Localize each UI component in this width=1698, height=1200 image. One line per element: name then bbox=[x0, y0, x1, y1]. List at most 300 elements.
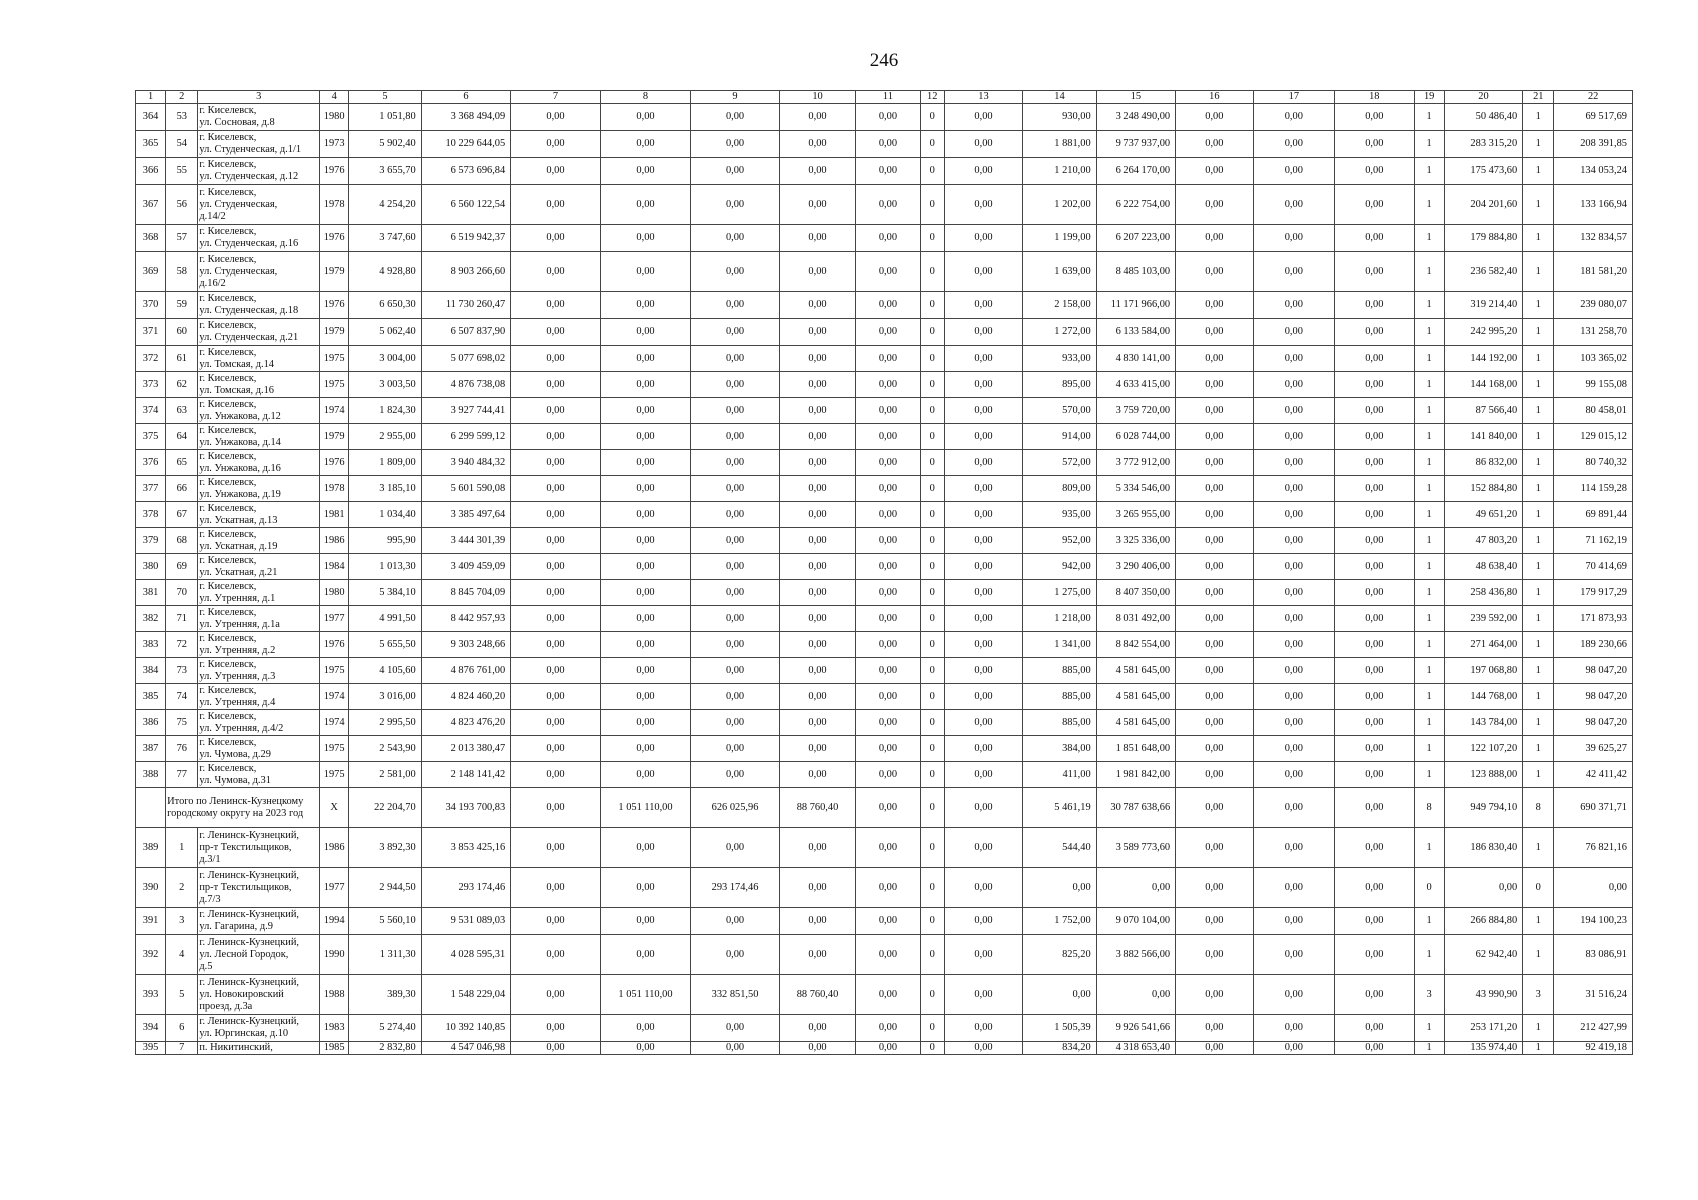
table-cell: 61 bbox=[166, 346, 198, 372]
table-cell: 0 bbox=[920, 1015, 944, 1042]
table-cell: 1 bbox=[1414, 935, 1444, 975]
column-number-cell: 2 bbox=[166, 91, 198, 104]
address-cell: г. Ленинск-Кузнецкий, ул. Новокировский проезд, д.3а bbox=[198, 975, 320, 1015]
table-row bbox=[136, 398, 1633, 424]
table-cell: 1 051,80 bbox=[349, 104, 421, 131]
table-cell: 0,00 bbox=[856, 580, 920, 606]
table-cell: 4 928,80 bbox=[349, 252, 421, 292]
table-cell: 0,00 bbox=[600, 372, 691, 398]
table-cell: 1 bbox=[1523, 1042, 1554, 1055]
table-cell: 3 016,00 bbox=[349, 684, 421, 710]
table-cell: 2 543,90 bbox=[349, 736, 421, 762]
table-cell: 83 086,91 bbox=[1554, 935, 1633, 975]
table-cell: 1973 bbox=[320, 131, 349, 158]
table-cell: 258 436,80 bbox=[1444, 580, 1522, 606]
table-cell: 0 bbox=[920, 975, 944, 1015]
table-row bbox=[136, 684, 1633, 710]
table-cell: 0,00 bbox=[779, 828, 855, 868]
table-cell: 0 bbox=[920, 788, 944, 828]
table-cell: 0,00 bbox=[600, 632, 691, 658]
table-cell: 0,00 bbox=[511, 828, 601, 868]
table-cell: 384 bbox=[136, 658, 166, 684]
table-cell: 0 bbox=[920, 632, 944, 658]
table-cell: 0,00 bbox=[691, 828, 780, 868]
table-cell: 0,00 bbox=[944, 1042, 1022, 1055]
table-cell: 6 299 599,12 bbox=[421, 424, 511, 450]
table-cell: 0,00 bbox=[1176, 346, 1253, 372]
table-cell: 0,00 bbox=[600, 292, 691, 319]
table-cell: 3 772 912,00 bbox=[1096, 450, 1175, 476]
table-cell: 952,00 bbox=[1023, 528, 1096, 554]
table-cell: 4 547 046,98 bbox=[421, 1042, 511, 1055]
table-cell: 74 bbox=[166, 684, 198, 710]
table-cell: 1976 bbox=[320, 225, 349, 252]
table-cell: 1 bbox=[1523, 710, 1554, 736]
table-cell: 68 bbox=[166, 528, 198, 554]
table-cell: 389,30 bbox=[349, 975, 421, 1015]
table-cell: 0,00 bbox=[856, 908, 920, 935]
table-cell: 0,00 bbox=[1253, 528, 1334, 554]
table-cell: 372 bbox=[136, 346, 166, 372]
table-cell: 1 bbox=[1414, 710, 1444, 736]
column-number-cell: 14 bbox=[1023, 91, 1096, 104]
address-cell: г. Киселевск, ул. Томская, д.14 bbox=[198, 346, 320, 372]
column-number-cell: 10 bbox=[779, 91, 855, 104]
table-cell: 0 bbox=[920, 828, 944, 868]
table-cell: 380 bbox=[136, 554, 166, 580]
table-cell: 3 368 494,09 bbox=[421, 104, 511, 131]
table-cell: 0 bbox=[920, 736, 944, 762]
table-cell: 1 bbox=[1523, 450, 1554, 476]
table-cell: 271 464,00 bbox=[1444, 632, 1522, 658]
table-cell: 1 051 110,00 bbox=[600, 788, 691, 828]
table-cell: 212 427,99 bbox=[1554, 1015, 1633, 1042]
table-cell: 1 bbox=[1414, 1015, 1444, 1042]
table-cell: 0 bbox=[920, 908, 944, 935]
table-cell: 0,00 bbox=[1253, 684, 1334, 710]
table-cell: 0,00 bbox=[1176, 935, 1253, 975]
table-cell: 0,00 bbox=[1176, 1042, 1253, 1055]
table-cell: 6 222 754,00 bbox=[1096, 185, 1175, 225]
table-cell: 0,00 bbox=[691, 502, 780, 528]
table-cell: 1 bbox=[1414, 424, 1444, 450]
table-cell: 0,00 bbox=[856, 868, 920, 908]
table-cell: 4 254,20 bbox=[349, 185, 421, 225]
table-row bbox=[136, 828, 1633, 868]
table-cell: 80 740,32 bbox=[1554, 450, 1633, 476]
table-cell: 129 015,12 bbox=[1554, 424, 1633, 450]
table-cell: 1 013,30 bbox=[349, 554, 421, 580]
table-cell: 0,00 bbox=[1253, 319, 1334, 346]
table-cell: 1981 bbox=[320, 502, 349, 528]
table-cell: 0,00 bbox=[511, 185, 601, 225]
table-cell: 0 bbox=[920, 252, 944, 292]
table-cell: 2 581,00 bbox=[349, 762, 421, 788]
table-cell: 1 bbox=[1523, 606, 1554, 632]
table-cell: 0,00 bbox=[779, 158, 855, 185]
table-cell: 0,00 bbox=[511, 935, 601, 975]
table-cell: 5 655,50 bbox=[349, 632, 421, 658]
table-cell: 0,00 bbox=[691, 398, 780, 424]
table-cell: 0,00 bbox=[1253, 1042, 1334, 1055]
total-row bbox=[136, 788, 1633, 828]
table-cell: 0,00 bbox=[600, 935, 691, 975]
column-number-cell: 3 bbox=[198, 91, 320, 104]
table-cell: 70 414,69 bbox=[1554, 554, 1633, 580]
table-cell: 0 bbox=[920, 658, 944, 684]
table-cell: 0 bbox=[920, 424, 944, 450]
table-cell: 382 bbox=[136, 606, 166, 632]
table-cell: 0,00 bbox=[1335, 292, 1414, 319]
address-cell: г. Киселевск, ул. Унжакова, д.12 bbox=[198, 398, 320, 424]
table-cell: 0,00 bbox=[856, 319, 920, 346]
table-cell: 0,00 bbox=[511, 225, 601, 252]
table-cell: 8 485 103,00 bbox=[1096, 252, 1175, 292]
table-cell: 0,00 bbox=[1335, 372, 1414, 398]
address-cell: г. Ленинск-Кузнецкий, пр-т Текстильщиков, д.3/1 bbox=[198, 828, 320, 868]
table-cell: 175 473,60 bbox=[1444, 158, 1522, 185]
column-number-cell: 12 bbox=[920, 91, 944, 104]
table-cell: 62 bbox=[166, 372, 198, 398]
address-cell: г. Киселевск, ул. Студенческая, д.21 bbox=[198, 319, 320, 346]
table-cell: 77 bbox=[166, 762, 198, 788]
table-cell: 0,00 bbox=[944, 935, 1022, 975]
table-cell: 0,00 bbox=[944, 104, 1022, 131]
table-cell: 179 917,29 bbox=[1554, 580, 1633, 606]
table-cell: 0,00 bbox=[691, 606, 780, 632]
table-cell: 98 047,20 bbox=[1554, 658, 1633, 684]
table-cell: 73 bbox=[166, 658, 198, 684]
table-cell: 1 bbox=[1523, 104, 1554, 131]
table-cell: 0,00 bbox=[856, 372, 920, 398]
table-cell: 332 851,50 bbox=[691, 975, 780, 1015]
table-cell: 4 581 645,00 bbox=[1096, 658, 1175, 684]
table-cell: 0,00 bbox=[1253, 554, 1334, 580]
table-cell: 1 809,00 bbox=[349, 450, 421, 476]
table-cell: 5 334 546,00 bbox=[1096, 476, 1175, 502]
table-cell: 7 bbox=[166, 1042, 198, 1055]
table-cell: 4 581 645,00 bbox=[1096, 684, 1175, 710]
table-cell: 4 bbox=[166, 935, 198, 975]
table-cell: 1 bbox=[1414, 684, 1444, 710]
table-cell: 0,00 bbox=[856, 935, 920, 975]
table-cell: 69 bbox=[166, 554, 198, 580]
table-cell: 0,00 bbox=[856, 554, 920, 580]
table-cell: 0,00 bbox=[1253, 185, 1334, 225]
table-cell: 1979 bbox=[320, 252, 349, 292]
table-cell: 6 650,30 bbox=[349, 292, 421, 319]
table-cell: 1984 bbox=[320, 554, 349, 580]
table-cell: 64 bbox=[166, 424, 198, 450]
table-cell: 933,00 bbox=[1023, 346, 1096, 372]
table-cell: 942,00 bbox=[1023, 554, 1096, 580]
table-cell: 0,00 bbox=[511, 710, 601, 736]
table-cell: 239 592,00 bbox=[1444, 606, 1522, 632]
table-cell: 59 bbox=[166, 292, 198, 319]
table-cell: 1 bbox=[1523, 292, 1554, 319]
table-cell: 141 840,00 bbox=[1444, 424, 1522, 450]
total-label: Итого по Ленинск-Кузнецкому городскому округу на 2023 год bbox=[166, 788, 320, 828]
table-cell: 293 174,46 bbox=[421, 868, 511, 908]
table-cell: 0,00 bbox=[1253, 658, 1334, 684]
table-cell: 98 047,20 bbox=[1554, 684, 1633, 710]
table-cell: 0,00 bbox=[779, 528, 855, 554]
table-cell: 0,00 bbox=[944, 1015, 1022, 1042]
table-cell: 0,00 bbox=[1335, 346, 1414, 372]
table-cell: 0,00 bbox=[1335, 935, 1414, 975]
table-cell: 1 bbox=[1414, 606, 1444, 632]
table-cell: 189 230,66 bbox=[1554, 632, 1633, 658]
table-cell: 1 bbox=[1414, 346, 1444, 372]
table-cell: 34 193 700,83 bbox=[421, 788, 511, 828]
table-cell: 1 051 110,00 bbox=[600, 975, 691, 1015]
table-cell: 1 218,00 bbox=[1023, 606, 1096, 632]
table-cell: 0,00 bbox=[1176, 424, 1253, 450]
table-cell: 0,00 bbox=[511, 658, 601, 684]
table-cell: 1 bbox=[1414, 252, 1444, 292]
table-cell: 63 bbox=[166, 398, 198, 424]
table-row bbox=[136, 131, 1633, 158]
table-cell: 0,00 bbox=[1253, 424, 1334, 450]
table-cell: 293 174,46 bbox=[691, 868, 780, 908]
table-cell: 0,00 bbox=[1253, 450, 1334, 476]
table-cell: 0,00 bbox=[600, 398, 691, 424]
table-cell: 99 155,08 bbox=[1554, 372, 1633, 398]
table-cell: 0,00 bbox=[691, 908, 780, 935]
table-cell: 0,00 bbox=[1176, 292, 1253, 319]
table-cell: 4 633 415,00 bbox=[1096, 372, 1175, 398]
table-cell: 0,00 bbox=[779, 684, 855, 710]
table-cell: 8 407 350,00 bbox=[1096, 580, 1175, 606]
table-cell: 384,00 bbox=[1023, 736, 1096, 762]
table-row bbox=[136, 185, 1633, 225]
table-cell: 885,00 bbox=[1023, 684, 1096, 710]
table-cell: 5 560,10 bbox=[349, 908, 421, 935]
table-row bbox=[136, 1042, 1633, 1055]
table-cell: 371 bbox=[136, 319, 166, 346]
table-cell: 5 062,40 bbox=[349, 319, 421, 346]
table-cell: 5 384,10 bbox=[349, 580, 421, 606]
table-cell: 5 902,40 bbox=[349, 131, 421, 158]
table-cell: 0,00 bbox=[511, 975, 601, 1015]
table-cell: 0 bbox=[920, 131, 944, 158]
table-row bbox=[136, 319, 1633, 346]
address-cell: г. Киселевск, ул. Унжакова, д.14 bbox=[198, 424, 320, 450]
address-cell: г. Киселевск, ул. Ускатная, д.13 bbox=[198, 502, 320, 528]
table-cell: 0,00 bbox=[1176, 684, 1253, 710]
table-cell: 6 133 584,00 bbox=[1096, 319, 1175, 346]
table-cell: 393 bbox=[136, 975, 166, 1015]
table-cell: 1 bbox=[1523, 736, 1554, 762]
table-cell: 0,00 bbox=[1176, 450, 1253, 476]
table-cell: 0,00 bbox=[1176, 554, 1253, 580]
table-cell: 0,00 bbox=[511, 424, 601, 450]
table-cell: 0,00 bbox=[1176, 476, 1253, 502]
table-cell: 5 461,19 bbox=[1023, 788, 1096, 828]
table-cell: 0,00 bbox=[1335, 908, 1414, 935]
table-cell: 92 419,18 bbox=[1554, 1042, 1633, 1055]
table-cell: 1 bbox=[1523, 1015, 1554, 1042]
column-number-cell: 9 bbox=[691, 91, 780, 104]
table-cell: 0,00 bbox=[511, 158, 601, 185]
table-cell: 4 876 761,00 bbox=[421, 658, 511, 684]
table-cell: 0,00 bbox=[779, 658, 855, 684]
table-row bbox=[136, 528, 1633, 554]
table-cell: 825,20 bbox=[1023, 935, 1096, 975]
table-cell: 69 891,44 bbox=[1554, 502, 1633, 528]
table-cell: 9 070 104,00 bbox=[1096, 908, 1175, 935]
table-cell: 1 bbox=[1414, 372, 1444, 398]
table-cell: 0,00 bbox=[691, 185, 780, 225]
table-cell: 914,00 bbox=[1023, 424, 1096, 450]
table-cell: 1 bbox=[1414, 319, 1444, 346]
table-cell: 0,00 bbox=[1335, 131, 1414, 158]
table-cell: 0,00 bbox=[944, 158, 1022, 185]
table-cell: 53 bbox=[166, 104, 198, 131]
table-cell: 0,00 bbox=[511, 104, 601, 131]
table-cell: 0,00 bbox=[691, 710, 780, 736]
table-cell: 1976 bbox=[320, 632, 349, 658]
table-cell: 319 214,40 bbox=[1444, 292, 1522, 319]
table-cell: 0,00 bbox=[1176, 131, 1253, 158]
table-cell: 0,00 bbox=[856, 632, 920, 658]
table-cell: 0 bbox=[920, 935, 944, 975]
table-cell: 0,00 bbox=[1176, 762, 1253, 788]
table-cell: 0,00 bbox=[779, 252, 855, 292]
table-cell: 0,00 bbox=[691, 1042, 780, 1055]
table-cell: 367 bbox=[136, 185, 166, 225]
table-cell: 370 bbox=[136, 292, 166, 319]
table-cell: 5 077 698,02 bbox=[421, 346, 511, 372]
table-cell: 0,00 bbox=[856, 225, 920, 252]
table-cell: 76 bbox=[166, 736, 198, 762]
table-cell: 69 517,69 bbox=[1554, 104, 1633, 131]
table-cell: 0,00 bbox=[511, 372, 601, 398]
table-cell: 0,00 bbox=[511, 606, 601, 632]
table-row bbox=[136, 606, 1633, 632]
table-cell: 0,00 bbox=[856, 828, 920, 868]
table-cell: 885,00 bbox=[1023, 658, 1096, 684]
column-number-cell: 1 bbox=[136, 91, 166, 104]
table-cell: 4 876 738,08 bbox=[421, 372, 511, 398]
table-cell: 0,00 bbox=[779, 502, 855, 528]
table-row bbox=[136, 632, 1633, 658]
table-cell: 6 bbox=[166, 1015, 198, 1042]
table-cell: 0,00 bbox=[1253, 252, 1334, 292]
table-cell: 1980 bbox=[320, 580, 349, 606]
table-cell: 0,00 bbox=[600, 868, 691, 908]
table-cell: 0,00 bbox=[1253, 908, 1334, 935]
table-cell: 369 bbox=[136, 252, 166, 292]
table-cell: 0,00 bbox=[779, 710, 855, 736]
table-cell: 1980 bbox=[320, 104, 349, 131]
table-cell: 76 821,16 bbox=[1554, 828, 1633, 868]
table-cell: 0,00 bbox=[1176, 828, 1253, 868]
table-cell: 0,00 bbox=[600, 684, 691, 710]
table-cell: 0,00 bbox=[856, 1042, 920, 1055]
table-cell: 1994 bbox=[320, 908, 349, 935]
table-cell: 0,00 bbox=[600, 658, 691, 684]
table-cell: 60 bbox=[166, 319, 198, 346]
table-cell: 1 bbox=[1414, 1042, 1444, 1055]
table-cell: 0,00 bbox=[944, 762, 1022, 788]
table-cell: 0,00 bbox=[856, 476, 920, 502]
table-cell: 364 bbox=[136, 104, 166, 131]
table-cell: 0,00 bbox=[1335, 424, 1414, 450]
table-cell: 22 204,70 bbox=[349, 788, 421, 828]
table-cell: 70 bbox=[166, 580, 198, 606]
table-cell: 0,00 bbox=[691, 528, 780, 554]
table-cell: 0,00 bbox=[511, 450, 601, 476]
table-cell: 0,00 bbox=[600, 424, 691, 450]
table-cell: 0,00 bbox=[600, 554, 691, 580]
table-cell: 0,00 bbox=[1176, 252, 1253, 292]
address-cell: г. Киселевск, ул. Томская, д.16 bbox=[198, 372, 320, 398]
table-cell: 266 884,80 bbox=[1444, 908, 1522, 935]
table-cell: 0,00 bbox=[1335, 788, 1414, 828]
table-cell: 0,00 bbox=[1335, 185, 1414, 225]
table-cell: 1 034,40 bbox=[349, 502, 421, 528]
table-cell: 0 bbox=[920, 554, 944, 580]
table-cell: 55 bbox=[166, 158, 198, 185]
table-cell: 0,00 bbox=[944, 580, 1022, 606]
table-cell: 0,00 bbox=[600, 131, 691, 158]
table-cell: 1 bbox=[1414, 398, 1444, 424]
table-cell: 114 159,28 bbox=[1554, 476, 1633, 502]
table-cell: 103 365,02 bbox=[1554, 346, 1633, 372]
table-cell: 1975 bbox=[320, 346, 349, 372]
table-row bbox=[136, 580, 1633, 606]
table-cell: 0,00 bbox=[600, 580, 691, 606]
table-cell: 39 625,27 bbox=[1554, 736, 1633, 762]
table-cell: 0,00 bbox=[944, 252, 1022, 292]
column-number-cell: 21 bbox=[1523, 91, 1554, 104]
table-cell: 0,00 bbox=[779, 185, 855, 225]
table-cell: 0,00 bbox=[1176, 319, 1253, 346]
table-cell: 0,00 bbox=[944, 502, 1022, 528]
table-cell: 366 bbox=[136, 158, 166, 185]
table-cell: 0,00 bbox=[1176, 788, 1253, 828]
table-cell: 1 bbox=[166, 828, 198, 868]
table-cell: 1 bbox=[1523, 252, 1554, 292]
table-cell: 373 bbox=[136, 372, 166, 398]
table-cell: 0,00 bbox=[600, 225, 691, 252]
table-cell: 0,00 bbox=[511, 684, 601, 710]
table-cell: 0,00 bbox=[511, 908, 601, 935]
table-cell: 3 325 336,00 bbox=[1096, 528, 1175, 554]
table-cell: 5 274,40 bbox=[349, 1015, 421, 1042]
table-cell: 1 bbox=[1523, 762, 1554, 788]
table-cell: 88 760,40 bbox=[779, 788, 855, 828]
table-cell: 1 272,00 bbox=[1023, 319, 1096, 346]
table-cell: 0,00 bbox=[1253, 398, 1334, 424]
table-cell: 2 013 380,47 bbox=[421, 736, 511, 762]
table-cell: 1 981 842,00 bbox=[1096, 762, 1175, 788]
table-cell: 2 148 141,42 bbox=[421, 762, 511, 788]
address-cell: г. Киселевск, ул. Утренняя, д.4 bbox=[198, 684, 320, 710]
table-cell: 389 bbox=[136, 828, 166, 868]
table-cell: 386 bbox=[136, 710, 166, 736]
table-cell: 1985 bbox=[320, 1042, 349, 1055]
table-cell: 144 768,00 bbox=[1444, 684, 1522, 710]
table-cell: 1 bbox=[1523, 908, 1554, 935]
table-cell: 0 bbox=[920, 398, 944, 424]
table-cell: 572,00 bbox=[1023, 450, 1096, 476]
table-cell: 0 bbox=[920, 158, 944, 185]
table-cell: 152 884,80 bbox=[1444, 476, 1522, 502]
table-cell: 1 bbox=[1523, 185, 1554, 225]
table-cell: 0,00 bbox=[944, 346, 1022, 372]
